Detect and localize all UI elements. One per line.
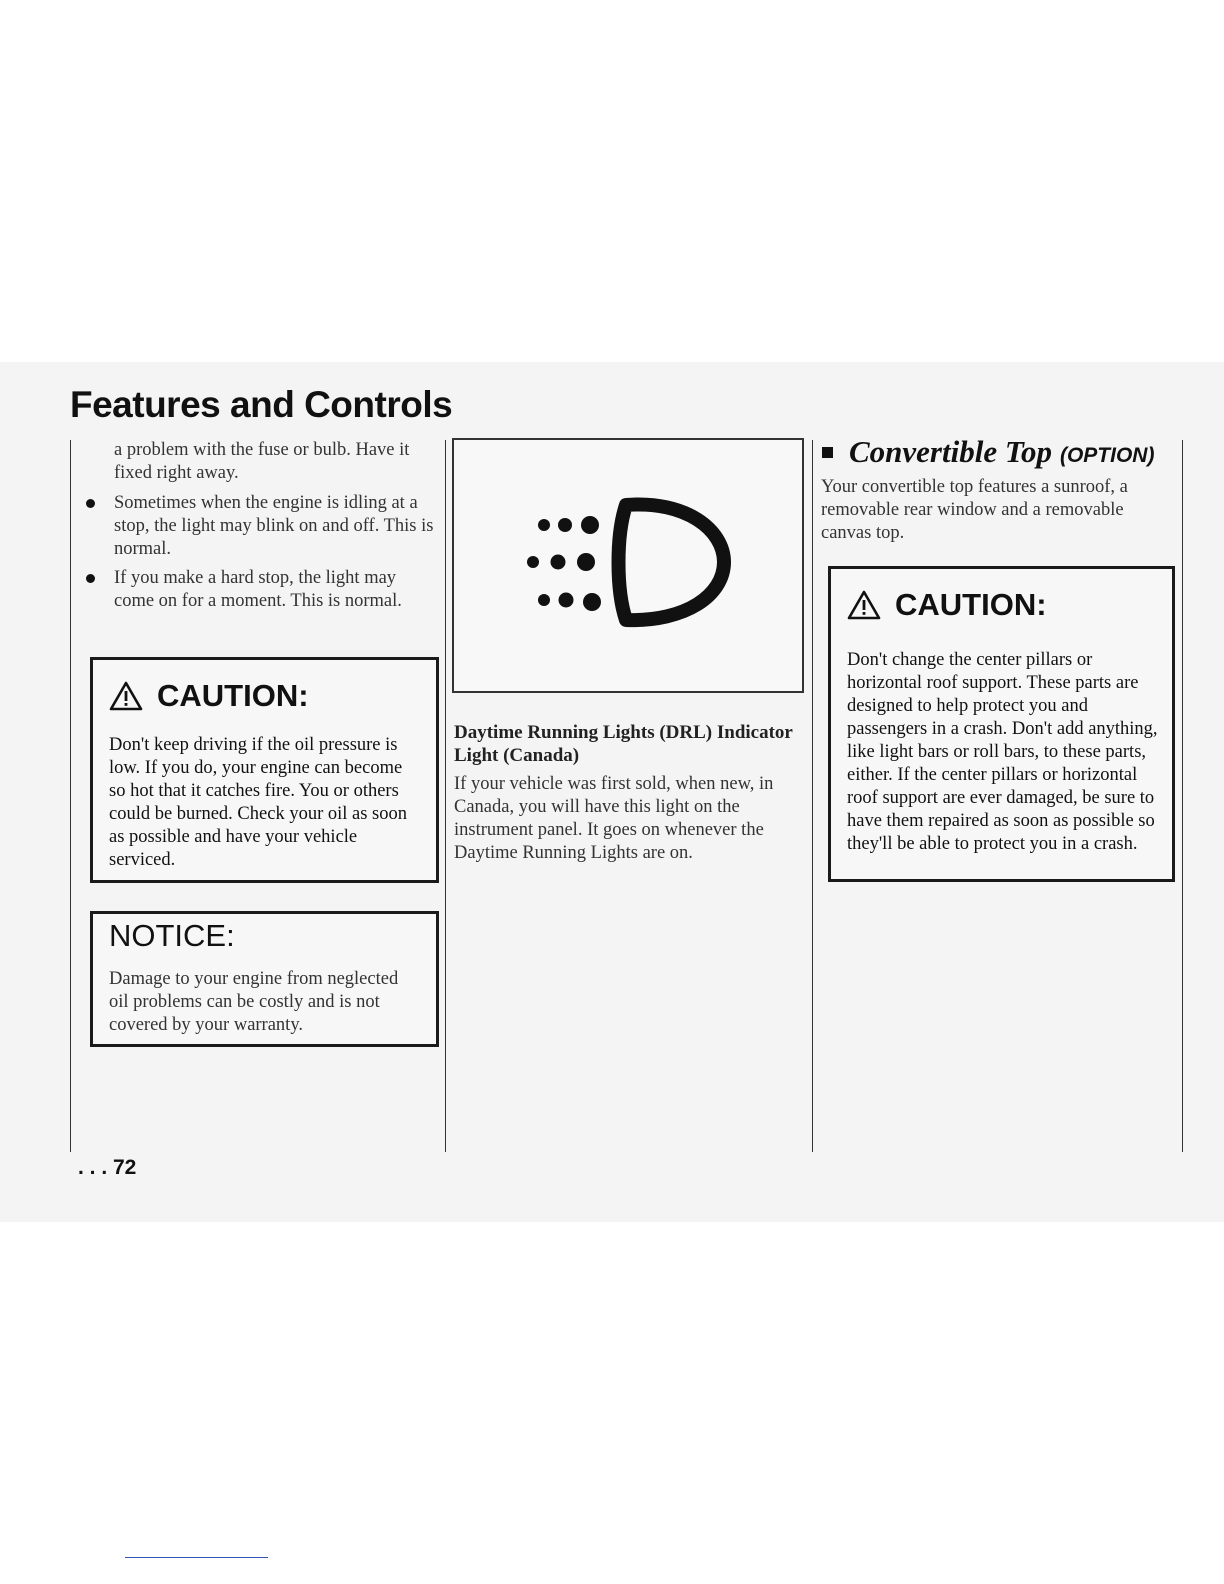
left-column-rule: [70, 440, 71, 1152]
footer-link-underline: [125, 1557, 268, 1558]
caution-text: Don't keep driving if the oil pressure is low. If you do, your engine can become so hot that it catches fire. You or others could be burned. Check your oil as soon as possible and have your vehicle serviced.: [109, 735, 407, 870]
convertible-top-paragraph: Your convertible top features a sunroof, a removable rear window and a removable canvas top.: [821, 477, 1128, 543]
convertible-top-heading-text: Convertible Top: [849, 434, 1052, 469]
bullet-icon: [86, 574, 95, 583]
convertible-caution-box: [828, 566, 1175, 882]
square-bullet-icon: [822, 447, 833, 458]
list-item: [86, 492, 436, 561]
drl-heading: Daytime Running Lights (DRL) Indicator Light (Canada): [454, 722, 793, 766]
middle-column-rule-left: [445, 440, 446, 1152]
caution-heading: [847, 587, 1160, 623]
convertible-top-heading: [822, 434, 1154, 470]
caution-text: Don't change the center pillars or horizontal roof support. These parts are designed to help protect you and passengers in a crash. Don't add anything, like light bars or roll bars, to these parts, either. If the center pillars or horizontal roof support are ever damaged, be sure to have them repaired as soon as possible so they'll be able to protect you in a crash.: [847, 650, 1158, 854]
drl-paragraph: If your vehicle was first sold, when new, in Canada, you will have this light on the instrument panel. It goes on whenever the Daytime Running Lights are on.: [454, 774, 774, 863]
right-column-rule: [1182, 440, 1183, 1152]
bullet-text: Sometimes when the engine is idling at a stop, the light may blink on and off. This is normal.: [114, 493, 434, 559]
drl-symbol-illustration: [452, 438, 804, 693]
option-label: (OPTION): [1059, 444, 1155, 467]
page-title: Features and Controls: [70, 384, 453, 425]
page-number: . . . 72: [78, 1156, 137, 1179]
notice-heading: NOTICE:: [109, 918, 235, 953]
warning-triangle-icon: [847, 590, 881, 620]
notice-text: Damage to your engine from neglected oil problems can be costly and is not covered by your warranty.: [109, 969, 399, 1035]
list-item: [86, 567, 436, 613]
caution-heading-text: CAUTION:: [895, 587, 1047, 622]
notice-box: [90, 911, 439, 1047]
bullet-list: [86, 492, 436, 619]
bullet-text: If you make a hard stop, the light may come on for a moment. This is normal.: [114, 568, 402, 611]
middle-column-rule-right: [812, 440, 813, 1152]
warning-triangle-icon: [109, 681, 143, 711]
bullet-icon: [86, 499, 95, 508]
oil-pressure-caution-box: [90, 657, 439, 883]
continued-paragraph: a problem with the fuse or bulb. Have it fixed right away.: [114, 440, 410, 483]
caution-heading-text: CAUTION:: [157, 678, 309, 713]
caution-heading: [109, 678, 422, 714]
daytime-running-lights-icon: [454, 440, 802, 691]
